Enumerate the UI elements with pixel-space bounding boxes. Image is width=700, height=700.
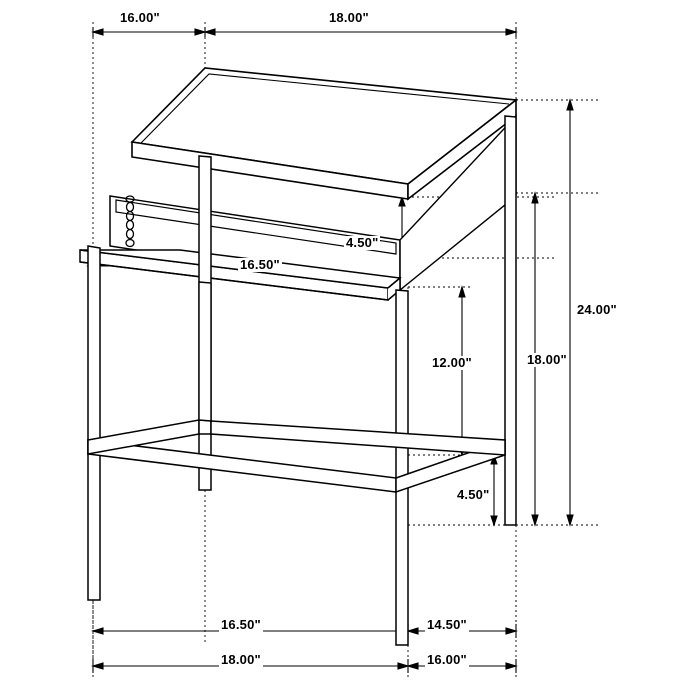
dim-label-bottom-outer-left: 18.00" [221, 652, 261, 667]
dim-label-right-inner: 18.00" [527, 352, 567, 367]
dim-leg-upper [459, 287, 465, 455]
dim-right-outer [567, 100, 573, 525]
dim-label-bottom-outer-right: 16.00" [427, 652, 467, 667]
center-post [199, 282, 211, 421]
dim-label-top-left: 16.00" [120, 10, 160, 25]
dim-label-shelf-to-floor: 4.50" [457, 487, 490, 502]
dim-top-left [93, 27, 205, 37]
dim-label-drawer-height: 4.50" [346, 235, 379, 250]
dim-label-top-right: 18.00" [329, 10, 369, 25]
dim-top-right [205, 27, 516, 37]
shelf-stretcher [88, 420, 505, 492]
dim-label-right-outer: 24.00" [577, 302, 617, 317]
dim-label-leg-to-shelf: 12.00" [432, 355, 472, 370]
dim-label-drawer-width: 16.50" [240, 257, 280, 272]
dim-label-bottom-front-right: 14.50" [427, 617, 467, 632]
dim-label-bottom-front-left: 16.50" [221, 617, 261, 632]
dim-shelf-to-floor [491, 455, 497, 525]
